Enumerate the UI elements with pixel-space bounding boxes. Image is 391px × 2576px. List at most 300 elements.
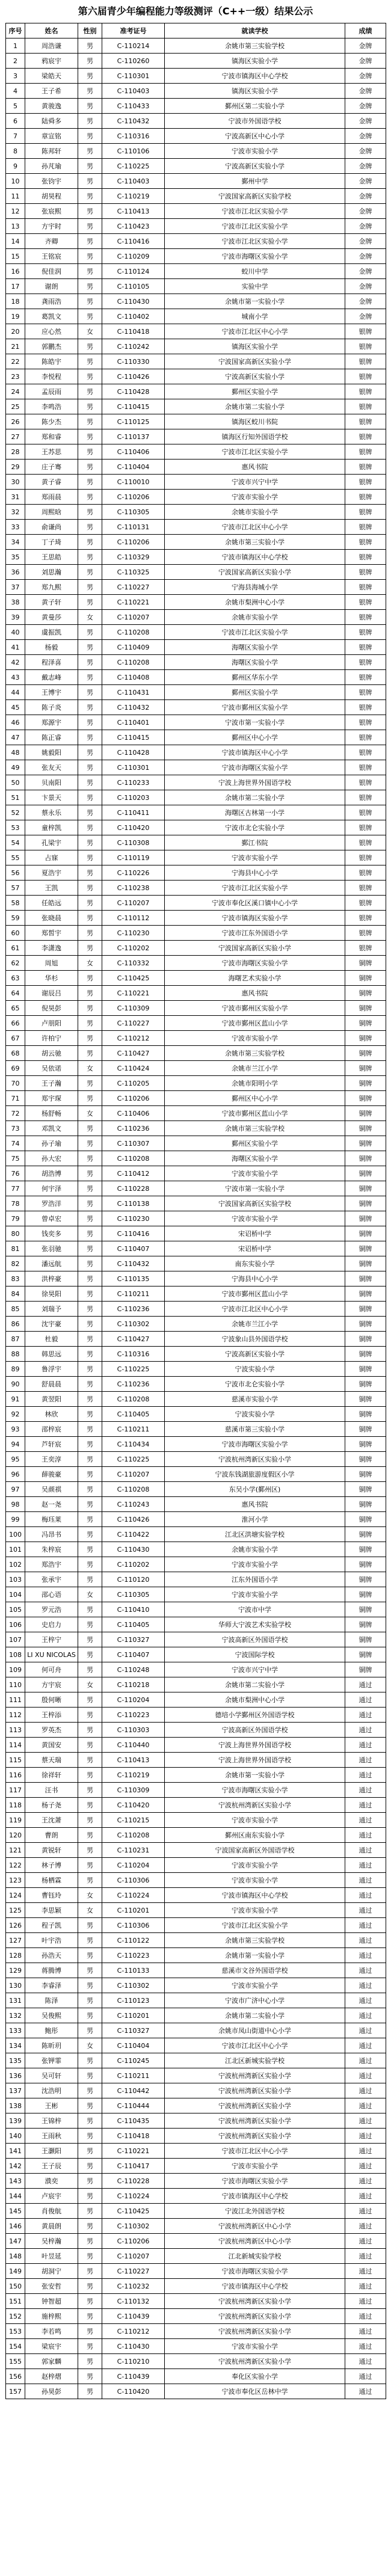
- cell-gender: 男: [78, 1512, 102, 1527]
- cell-ticket: C-110425: [102, 2204, 165, 2219]
- cell-result: 通过: [345, 1933, 386, 1948]
- cell-result: 通过: [345, 2339, 386, 2354]
- cell-gender: 男: [78, 1828, 102, 1843]
- cell-name: 黄晨朗: [25, 2219, 78, 2234]
- table-row: [6, 38, 386, 54]
- cell-name: 葛凯文: [25, 309, 78, 324]
- cell-gender: 女: [78, 1106, 102, 1121]
- cell-name: 殷何晰: [25, 1692, 78, 1708]
- cell-index: 52: [6, 805, 25, 820]
- cell-gender: 男: [78, 1482, 102, 1497]
- cell-name: 倪昊彭: [25, 1001, 78, 1016]
- cell-name: 陈子炎: [25, 700, 78, 715]
- cell-school: 余姚市第三实验小学: [165, 535, 345, 550]
- table-row: [6, 2023, 386, 2038]
- cell-school: 宁波杭州湾新区中心小学: [165, 2234, 345, 2249]
- table-row: [6, 2249, 386, 2264]
- cell-index: 145: [6, 2204, 25, 2219]
- cell-result: 通过: [345, 2279, 386, 2294]
- cell-index: 109: [6, 1662, 25, 1677]
- cell-ticket: C-110205: [102, 1076, 165, 1091]
- cell-index: 32: [6, 505, 25, 520]
- cell-result: 通过: [345, 2219, 386, 2234]
- table-header-row: [6, 23, 386, 38]
- cell-name: 王思皓: [25, 550, 78, 565]
- cell-gender: 男: [78, 1166, 102, 1181]
- cell-ticket: C-110243: [102, 1497, 165, 1512]
- table-row: [6, 1181, 386, 1196]
- cell-school: 宁波市第一实验小学: [165, 1181, 345, 1196]
- table-row: [6, 1873, 386, 1888]
- cell-name: 张晓晨: [25, 911, 78, 926]
- cell-gender: 男: [78, 2264, 102, 2279]
- cell-index: 101: [6, 1542, 25, 1557]
- cell-ticket: C-110124: [102, 264, 165, 279]
- cell-ticket: C-110225: [102, 1362, 165, 1377]
- cell-index: 23: [6, 369, 25, 384]
- cell-name: 陈皓宇: [25, 354, 78, 369]
- table-row: [6, 1963, 386, 1978]
- cell-name: 刘思瀚: [25, 565, 78, 580]
- table-row: [6, 1753, 386, 1768]
- cell-ticket: C-110430: [102, 2339, 165, 2354]
- cell-result: 铜牌: [345, 1226, 386, 1241]
- cell-name: 王铭宸: [25, 249, 78, 264]
- cell-school: 镇海区行知外国语学校: [165, 429, 345, 444]
- cell-gender: 男: [78, 1542, 102, 1557]
- table-row: [6, 1422, 386, 1437]
- cell-gender: 男: [78, 640, 102, 655]
- cell-ticket: C-110413: [102, 1753, 165, 1768]
- cell-school: 宁波杭州湾新区实验小学: [165, 1452, 345, 1467]
- cell-school: 宁波市江北区实验小学: [165, 204, 345, 219]
- table-row: [6, 2098, 386, 2113]
- cell-ticket: C-110302: [102, 1978, 165, 1993]
- cell-ticket: C-110427: [102, 1046, 165, 1061]
- cell-result: 通过: [345, 1963, 386, 1978]
- column-header: 就读学校: [165, 23, 345, 38]
- cell-school: 东吴小学(鄞州区): [165, 1482, 345, 1497]
- cell-name: 王博宇: [25, 685, 78, 700]
- cell-school: 奉化区实验小学: [165, 2369, 345, 2384]
- cell-school: 宁波高新区实验小学: [165, 369, 345, 384]
- cell-gender: 男: [78, 1196, 102, 1211]
- cell-result: 金牌: [345, 38, 386, 54]
- cell-result: 铜牌: [345, 1286, 386, 1302]
- cell-index: 141: [6, 2144, 25, 2159]
- table-row: [6, 790, 386, 805]
- cell-school: 海曙区实验小学: [165, 640, 345, 655]
- cell-result: 金牌: [345, 84, 386, 99]
- cell-name: 王子希: [25, 84, 78, 99]
- cell-name: 周浩谦: [25, 38, 78, 54]
- cell-gender: 男: [78, 2279, 102, 2294]
- cell-index: 3: [6, 69, 25, 84]
- cell-name: 方宇时: [25, 219, 78, 234]
- cell-ticket: C-110402: [102, 309, 165, 324]
- cell-result: 银牌: [345, 625, 386, 640]
- cell-index: 29: [6, 460, 25, 475]
- cell-result: 银牌: [345, 745, 386, 760]
- cell-ticket: C-110135: [102, 1271, 165, 1286]
- cell-index: 113: [6, 1723, 25, 1738]
- cell-school: 宁波杭州湾新区实验小学: [165, 1798, 345, 1813]
- table-row: [6, 1482, 386, 1497]
- cell-result: 银牌: [345, 490, 386, 505]
- cell-school: 蛟川中学: [165, 264, 345, 279]
- cell-school: 宋诏桥中学: [165, 1241, 345, 1256]
- cell-ticket: C-110444: [102, 2098, 165, 2113]
- table-row: [6, 1933, 386, 1948]
- cell-gender: 男: [78, 129, 102, 144]
- cell-gender: 男: [78, 1647, 102, 1662]
- cell-index: 152: [6, 2309, 25, 2324]
- cell-ticket: C-110430: [102, 294, 165, 309]
- cell-name: 王子瀚: [25, 1076, 78, 1091]
- cell-school: 宁波市实验小学: [165, 490, 345, 505]
- table-row: [6, 1978, 386, 1993]
- cell-result: 铜牌: [345, 1256, 386, 1271]
- cell-result: 通过: [345, 1873, 386, 1888]
- cell-result: 铜牌: [345, 1482, 386, 1497]
- cell-name: 李鸣浩: [25, 399, 78, 414]
- table-row: [6, 2144, 386, 2159]
- cell-result: 银牌: [345, 429, 386, 444]
- cell-name: 姚毅阳: [25, 745, 78, 760]
- cell-ticket: C-110401: [102, 715, 165, 730]
- table-row: [6, 1271, 386, 1286]
- cell-index: 21: [6, 339, 25, 354]
- cell-name: 郑雨晨: [25, 490, 78, 505]
- cell-ticket: C-110420: [102, 1798, 165, 1813]
- cell-gender: 男: [78, 850, 102, 865]
- cell-ticket: C-110329: [102, 550, 165, 565]
- table-row: [6, 2038, 386, 2053]
- cell-result: 铜牌: [345, 1076, 386, 1091]
- cell-ticket: C-110226: [102, 865, 165, 881]
- cell-name: 王锦梓: [25, 2113, 78, 2129]
- cell-ticket: C-110422: [102, 1527, 165, 1542]
- cell-ticket: C-110112: [102, 911, 165, 926]
- cell-index: 19: [6, 309, 25, 324]
- cell-name: 周熙晗: [25, 505, 78, 520]
- cell-index: 81: [6, 1241, 25, 1256]
- cell-ticket: C-110408: [102, 670, 165, 685]
- cell-gender: 男: [78, 1467, 102, 1482]
- cell-gender: 男: [78, 580, 102, 595]
- cell-result: 铜牌: [345, 986, 386, 1001]
- cell-ticket: C-110432: [102, 700, 165, 715]
- cell-school: 宁波市镇海区实验小学: [165, 911, 345, 926]
- cell-school: 宁波市奉化区岳林中学: [165, 2384, 345, 2399]
- cell-name: 李睿泽: [25, 1978, 78, 1993]
- cell-name: 孔梁宇: [25, 835, 78, 850]
- cell-index: 30: [6, 475, 25, 490]
- cell-school: 宁波实验小学: [165, 1362, 345, 1377]
- cell-result: 通过: [345, 2264, 386, 2279]
- cell-index: 99: [6, 1512, 25, 1527]
- cell-gender: 男: [78, 2129, 102, 2144]
- cell-result: 银牌: [345, 384, 386, 399]
- cell-name: 张承宇: [25, 1572, 78, 1587]
- cell-gender: 男: [78, 896, 102, 911]
- cell-ticket: C-110433: [102, 99, 165, 114]
- cell-gender: 男: [78, 1918, 102, 1933]
- cell-index: 66: [6, 1016, 25, 1031]
- cell-ticket: C-110416: [102, 1226, 165, 1241]
- table-row: [6, 1918, 386, 1933]
- cell-ticket: C-110230: [102, 926, 165, 941]
- cell-ticket: C-110010: [102, 475, 165, 490]
- cell-name: 黄子睿: [25, 475, 78, 490]
- cell-ticket: C-110407: [102, 1647, 165, 1662]
- cell-index: 24: [6, 384, 25, 399]
- cell-gender: 女: [78, 1903, 102, 1918]
- cell-school: 宁波市实验小学: [165, 1813, 345, 1828]
- cell-index: 69: [6, 1061, 25, 1076]
- cell-index: 41: [6, 640, 25, 655]
- cell-gender: 男: [78, 384, 102, 399]
- cell-gender: 男: [78, 1347, 102, 1362]
- cell-name: 张宸熙: [25, 204, 78, 219]
- table-row: [6, 189, 386, 204]
- cell-name: 卢朋阳: [25, 1016, 78, 1031]
- cell-ticket: C-110440: [102, 1738, 165, 1753]
- cell-gender: 男: [78, 159, 102, 174]
- cell-school: 宁波市奉化区溪口镇中心小学: [165, 896, 345, 911]
- cell-name: 陈昕玥: [25, 2038, 78, 2053]
- cell-result: 银牌: [345, 354, 386, 369]
- cell-school: 宁波市江北区中心小学: [165, 324, 345, 339]
- cell-gender: 男: [78, 2023, 102, 2038]
- cell-name: 叶宇浩: [25, 1933, 78, 1948]
- table-row: [6, 926, 386, 941]
- cell-index: 92: [6, 1407, 25, 1422]
- cell-result: 金牌: [345, 99, 386, 114]
- cell-result: 通过: [345, 1858, 386, 1873]
- cell-gender: 女: [78, 610, 102, 625]
- cell-gender: 男: [78, 1136, 102, 1151]
- cell-ticket: C-110125: [102, 414, 165, 429]
- cell-name: 王凯: [25, 881, 78, 896]
- cell-index: 13: [6, 219, 25, 234]
- cell-index: 104: [6, 1587, 25, 1602]
- cell-school: 宁波市海曙区实验小学: [165, 1783, 345, 1798]
- cell-result: 通过: [345, 1768, 386, 1783]
- table-row: [6, 1602, 386, 1617]
- cell-school: 宋诏桥中学: [165, 1226, 345, 1241]
- cell-index: 40: [6, 625, 25, 640]
- cell-name: 何可舟: [25, 1662, 78, 1677]
- table-row: [6, 1557, 386, 1572]
- cell-name: 潘远航: [25, 1256, 78, 1271]
- cell-result: 铜牌: [345, 1422, 386, 1437]
- cell-result: 通过: [345, 1978, 386, 1993]
- cell-result: 铜牌: [345, 1091, 386, 1106]
- cell-index: 129: [6, 1963, 25, 1978]
- cell-name: 施梓熙: [25, 2309, 78, 2324]
- cell-school: 余姚市第三实验学校: [165, 1046, 345, 1061]
- table-row: [6, 1632, 386, 1647]
- cell-result: 通过: [345, 2053, 386, 2068]
- cell-result: 铜牌: [345, 1452, 386, 1467]
- table-row: [6, 580, 386, 595]
- table-row: [6, 1196, 386, 1211]
- cell-gender: 男: [78, 2369, 102, 2384]
- cell-name: 杨子尧: [25, 1798, 78, 1813]
- cell-name: 何宇泽: [25, 1181, 78, 1196]
- cell-name: 丁子琦: [25, 535, 78, 550]
- cell-name: 黄骏逸: [25, 99, 78, 114]
- cell-index: 107: [6, 1632, 25, 1647]
- cell-result: 铜牌: [345, 1302, 386, 1317]
- cell-result: 通过: [345, 2023, 386, 2038]
- cell-school: 宁波国际学校: [165, 1647, 345, 1662]
- cell-name: 邵梓宸: [25, 1422, 78, 1437]
- cell-gender: 男: [78, 475, 102, 490]
- cell-index: 119: [6, 1813, 25, 1828]
- cell-index: 38: [6, 595, 25, 610]
- cell-result: 银牌: [345, 535, 386, 550]
- cell-ticket: C-110208: [102, 1828, 165, 1843]
- cell-gender: 男: [78, 2144, 102, 2159]
- cell-name: 舒晨晨: [25, 1377, 78, 1392]
- cell-school: 宁波杭州湾新区实验小学: [165, 2354, 345, 2369]
- cell-name: 李悦程: [25, 369, 78, 384]
- cell-ticket: C-110404: [102, 2038, 165, 2053]
- cell-index: 125: [6, 1903, 25, 1918]
- cell-gender: 男: [78, 234, 102, 249]
- cell-gender: 男: [78, 1993, 102, 2008]
- cell-school: 宁波市兴宁中学: [165, 1662, 345, 1677]
- cell-gender: 女: [78, 324, 102, 339]
- cell-ticket: C-110420: [102, 2384, 165, 2399]
- cell-school: 宁波高新区实验小学: [165, 1347, 345, 1362]
- cell-name: 陈正睿: [25, 730, 78, 745]
- cell-index: 143: [6, 2174, 25, 2189]
- cell-gender: 男: [78, 309, 102, 324]
- cell-school: 鄞州区南东实验小学: [165, 1828, 345, 1843]
- cell-name: 陈泽: [25, 1993, 78, 2008]
- cell-result: 银牌: [345, 881, 386, 896]
- cell-name: 黄锐轩: [25, 1843, 78, 1858]
- cell-result: 铜牌: [345, 1362, 386, 1377]
- cell-school: 宁波市江北区实验小学: [165, 1918, 345, 1933]
- cell-ticket: C-110225: [102, 1452, 165, 1467]
- cell-gender: 男: [78, 2083, 102, 2098]
- cell-result: 铜牌: [345, 1497, 386, 1512]
- cell-name: 应心然: [25, 324, 78, 339]
- table-row: [6, 956, 386, 971]
- cell-gender: 男: [78, 399, 102, 414]
- cell-school: 宁波市江北区中心小学: [165, 520, 345, 535]
- table-row: [6, 1046, 386, 1061]
- cell-gender: 男: [78, 760, 102, 775]
- cell-school: 宁波市海曙区实验小学: [165, 760, 345, 775]
- cell-name: 罗英杰: [25, 1723, 78, 1738]
- cell-gender: 男: [78, 189, 102, 204]
- cell-index: 87: [6, 1332, 25, 1347]
- cell-result: 通过: [345, 1993, 386, 2008]
- cell-result: 通过: [345, 1828, 386, 1843]
- cell-name: 张钾霏: [25, 2053, 78, 2068]
- cell-school: 江东外国语小学: [165, 1572, 345, 1587]
- table-row: [6, 339, 386, 354]
- cell-result: 银牌: [345, 460, 386, 475]
- cell-ticket: C-110416: [102, 234, 165, 249]
- cell-gender: 男: [78, 249, 102, 264]
- cell-result: 铜牌: [345, 1662, 386, 1677]
- cell-index: 54: [6, 835, 25, 850]
- cell-name: 郑九熙: [25, 580, 78, 595]
- cell-result: 通过: [345, 2008, 386, 2023]
- cell-index: 147: [6, 2234, 25, 2249]
- cell-name: 王梓宁: [25, 1632, 78, 1647]
- cell-index: 79: [6, 1211, 25, 1226]
- cell-result: 金牌: [345, 309, 386, 324]
- cell-gender: 男: [78, 1783, 102, 1798]
- cell-ticket: C-110207: [102, 610, 165, 625]
- cell-result: 银牌: [345, 896, 386, 911]
- table-row: [6, 1858, 386, 1873]
- cell-index: 9: [6, 159, 25, 174]
- cell-name: 孙昊彭: [25, 2384, 78, 2399]
- cell-ticket: C-110206: [102, 1091, 165, 1106]
- cell-school: 余姚市第一实验小学: [165, 294, 345, 309]
- cell-index: 76: [6, 1166, 25, 1181]
- cell-index: 10: [6, 174, 25, 189]
- cell-index: 142: [6, 2159, 25, 2174]
- cell-result: 通过: [345, 2098, 386, 2113]
- cell-result: 通过: [345, 1918, 386, 1933]
- cell-result: 金牌: [345, 174, 386, 189]
- cell-gender: 男: [78, 1226, 102, 1241]
- cell-result: 通过: [345, 1813, 386, 1828]
- cell-ticket: C-110418: [102, 2129, 165, 2144]
- cell-school: 宁波杭州湾新区实验小学: [165, 2129, 345, 2144]
- cell-ticket: C-110410: [102, 1602, 165, 1617]
- cell-result: 银牌: [345, 911, 386, 926]
- table-row: [6, 384, 386, 399]
- table-row: [6, 2008, 386, 2023]
- cell-gender: 男: [78, 1858, 102, 1873]
- cell-name: 邓凯文: [25, 1121, 78, 1136]
- cell-index: 39: [6, 610, 25, 625]
- cell-index: 106: [6, 1617, 25, 1632]
- cell-school: 宁波高新区外国语学校: [165, 1632, 345, 1647]
- cell-school: 余姚市第三实验学校: [165, 1121, 345, 1136]
- cell-ticket: C-110227: [102, 2264, 165, 2279]
- cell-ticket: C-110106: [102, 144, 165, 159]
- cell-name: 倪佳润: [25, 264, 78, 279]
- cell-index: 157: [6, 2384, 25, 2399]
- cell-ticket: C-110224: [102, 2189, 165, 2204]
- table-row: [6, 1001, 386, 1016]
- cell-gender: 男: [78, 1692, 102, 1708]
- cell-ticket: C-110439: [102, 2369, 165, 2384]
- column-header: 成绩: [345, 23, 386, 38]
- cell-name: 朱梓宸: [25, 1542, 78, 1557]
- cell-index: 83: [6, 1271, 25, 1286]
- cell-result: 银牌: [345, 580, 386, 595]
- cell-index: 65: [6, 1001, 25, 1016]
- cell-ticket: C-110428: [102, 745, 165, 760]
- cell-name: 梅珏莱: [25, 1512, 78, 1527]
- table-row: [6, 550, 386, 565]
- cell-index: 70: [6, 1076, 25, 1091]
- cell-ticket: C-110305: [102, 505, 165, 520]
- cell-school: 宁波杭州湾新区实验小学: [165, 2294, 345, 2309]
